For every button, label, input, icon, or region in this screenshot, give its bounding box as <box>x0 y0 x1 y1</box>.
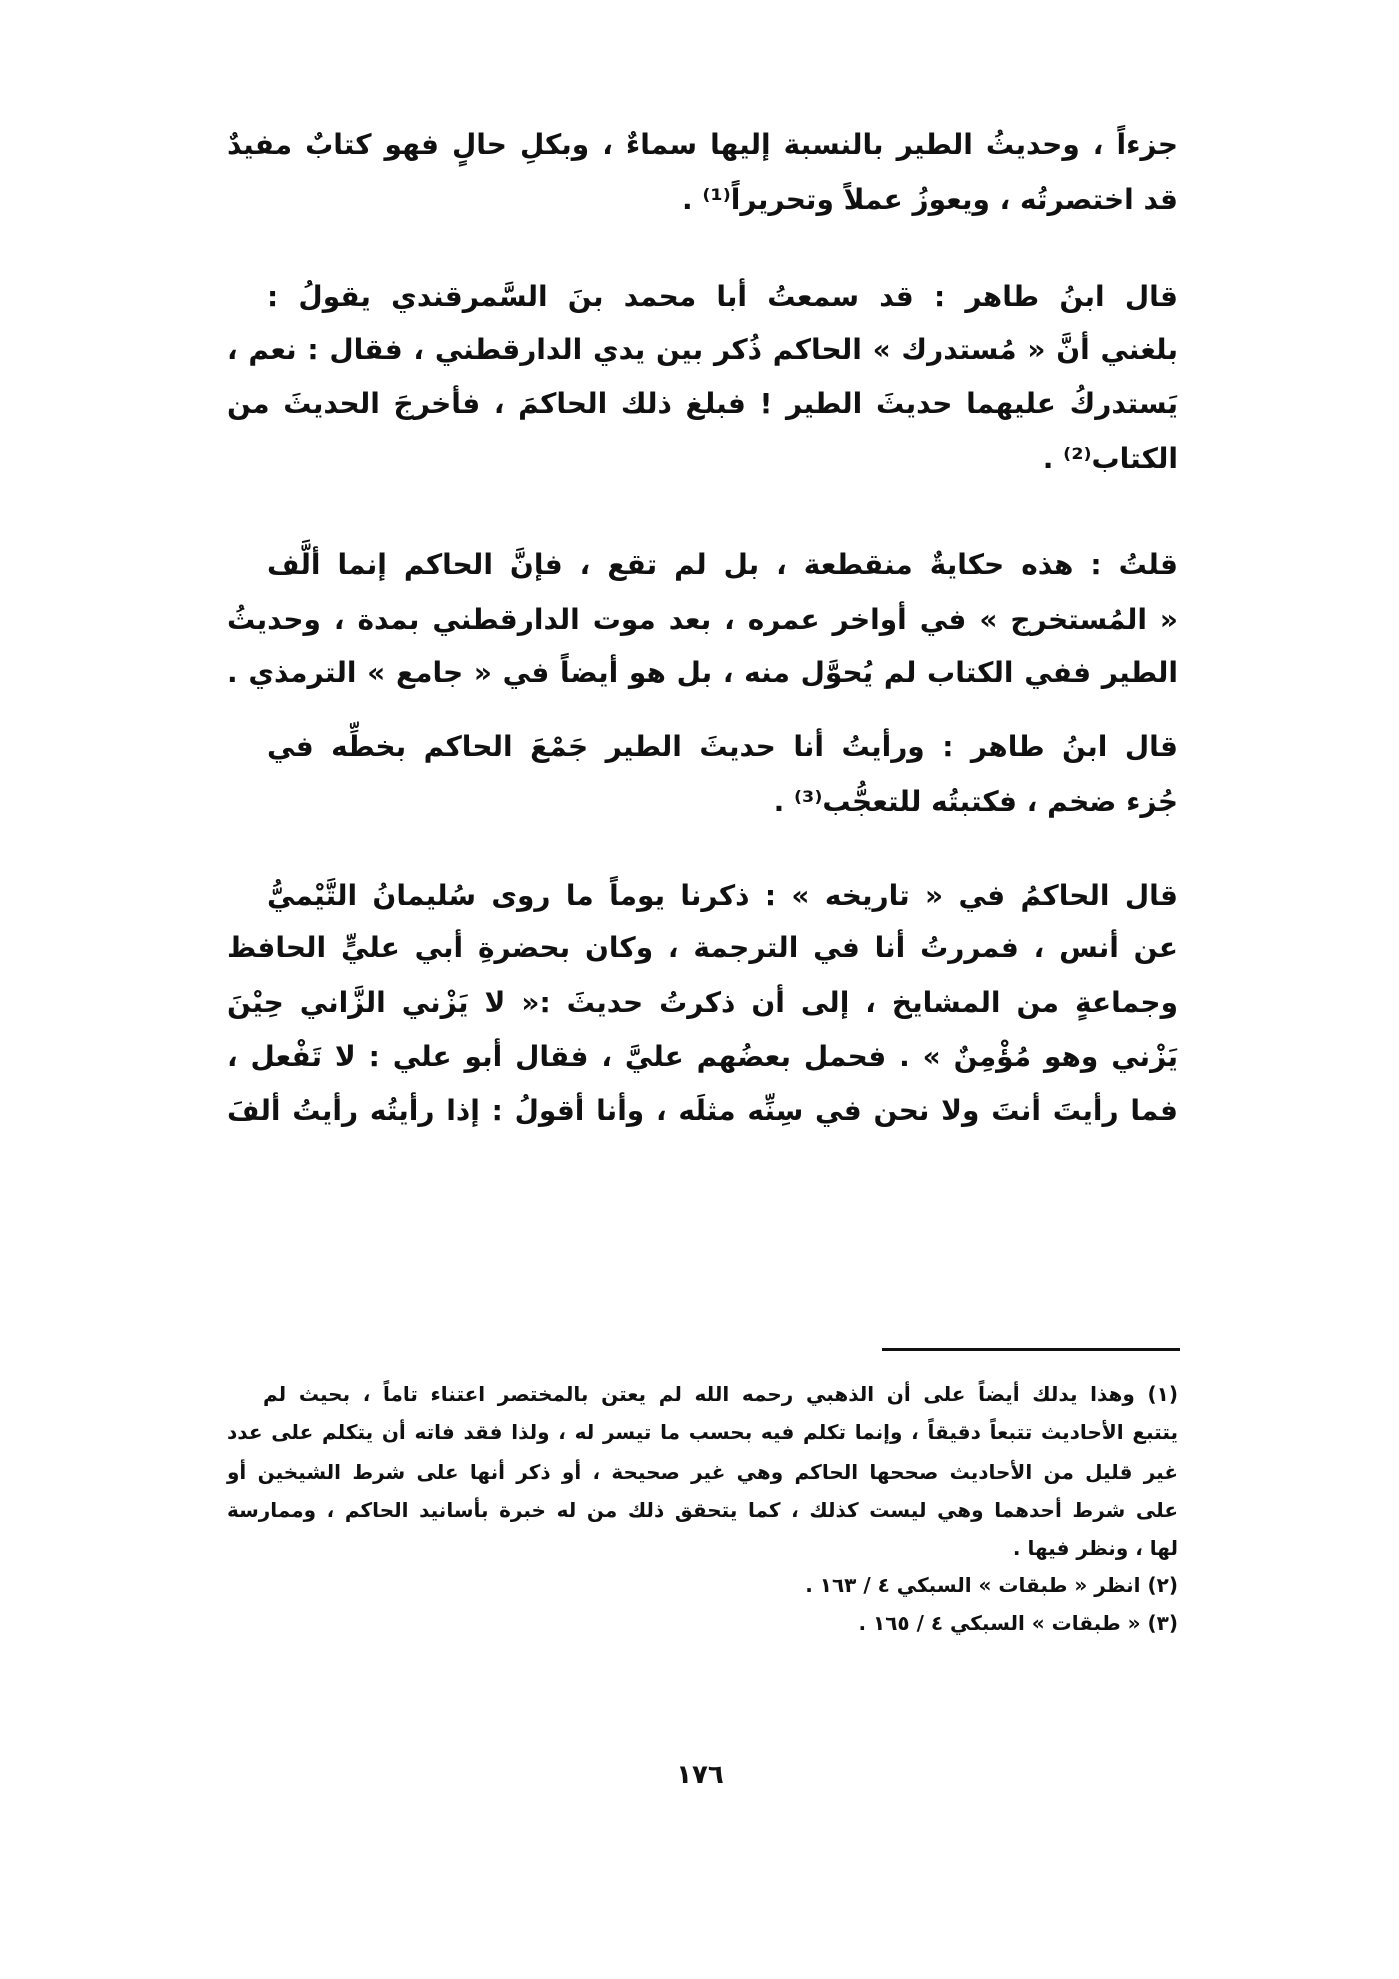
body-line: فما رأيتَ أنتَ ولا نحن في سِنِّه مثلَه ، وأنا أقولُ : إذا رأيتُه رأيتُ ألفَ <box>227 1094 1178 1127</box>
body-line: يَزْني وهو مُؤْمِنٌ » . فحمل بعضُهم عليَّ ، فقال أبو علي : لا تَفْعل ، <box>227 1040 1178 1073</box>
body-line: قلتُ : هذه حكايةٌ منقطعة ، بل لم تقع ، فإنَّ الحاكم إنما ألَّف <box>267 548 1178 581</box>
footnote-2: (٢) انظر « طبقات » السبكي ٤ / ١٦٣ . <box>805 1573 1178 1597</box>
footnote-3: (٣) « طبقات » السبكي ٤ / ١٦٥ . <box>858 1611 1178 1635</box>
footnote-separator <box>882 1348 1180 1351</box>
body-line: جُزء ضخم ، فكتبتُه للتعجُّب⁽³⁾ . <box>773 785 1178 818</box>
footnote-line: يتتبع الأحاديث تتبعاً دقيقاً ، وإنما تكلم فيه بحسب ما تيسر له ، ولذا فقد فاته أن يتكلم على عدد <box>227 1420 1178 1444</box>
body-line: جزءاً ، وحديثُ الطير بالنسبة إليها سماءٌ ، وبكلِ حالٍ فهو كتابٌ مفيدٌ <box>227 128 1178 161</box>
page-number: ١٧٦ <box>676 1760 724 1790</box>
body-line: بلغني أنَّ « مُستدرك » الحاكم ذُكر بين يدي الدارقطني ، فقال : نعم ، <box>227 333 1178 366</box>
body-line: قال ابنُ طاهر : قد سمعتُ أبا محمد بنَ السَّمرقندي يقولُ : <box>267 280 1178 313</box>
body-line: « المُستخرج » في أواخر عمره ، بعد موت الدارقطني بمدة ، وحديثُ <box>227 603 1178 636</box>
body-line: قد اختصرتُه ، ويعوزُ عملاً وتحريراً⁽¹⁾ . <box>682 183 1178 216</box>
footnote-line: على شرط أحدهما وهي ليست كذلك ، كما يتحقق ذلك من له خبرة بأسانيد الحاكم ، وممارسة <box>227 1498 1178 1522</box>
footnote-line: (١) وهذا يدلك أيضاً على أن الذهبي رحمه الله لم يعتن بالمختصر اعتناء تاماً ، بحيث لم <box>263 1382 1178 1406</box>
footnote-line: غير قليل من الأحاديث صححها الحاكم وهي غير صحيحة ، أو ذكر أنها على شرط الشيخين أو <box>227 1460 1178 1484</box>
footnote-line: لها ، ونظر فيها . <box>1012 1536 1178 1560</box>
body-line: الطير ففي الكتاب لم يُحوَّل منه ، بل هو أيضاً في « جامع » الترمذي . <box>227 656 1178 689</box>
body-line: الكتاب⁽²⁾ . <box>1042 442 1178 475</box>
body-line: وجماعةٍ من المشايخ ، إلى أن ذكرتُ حديثَ :« لا يَزْني الزَّاني حِيْنَ <box>227 986 1178 1019</box>
body-line: عن أنس ، فمررتُ أنا في الترجمة ، وكان بحضرةِ أبي عليٍّ الحافظ <box>227 931 1178 964</box>
body-line: قال ابنُ طاهر : ورأيتُ أنا حديثَ الطير جَمْعَ الحاكم بخطِّه في <box>267 730 1178 763</box>
body-line: يَستدركُ عليهما حديثَ الطير ! فبلغ ذلك الحاكمَ ، فأخرجَ الحديثَ من <box>227 387 1178 420</box>
body-line: قال الحاكمُ في « تاريخه » : ذكرنا يوماً ما روى سُليمانُ التَّيْميُّ <box>267 879 1178 912</box>
